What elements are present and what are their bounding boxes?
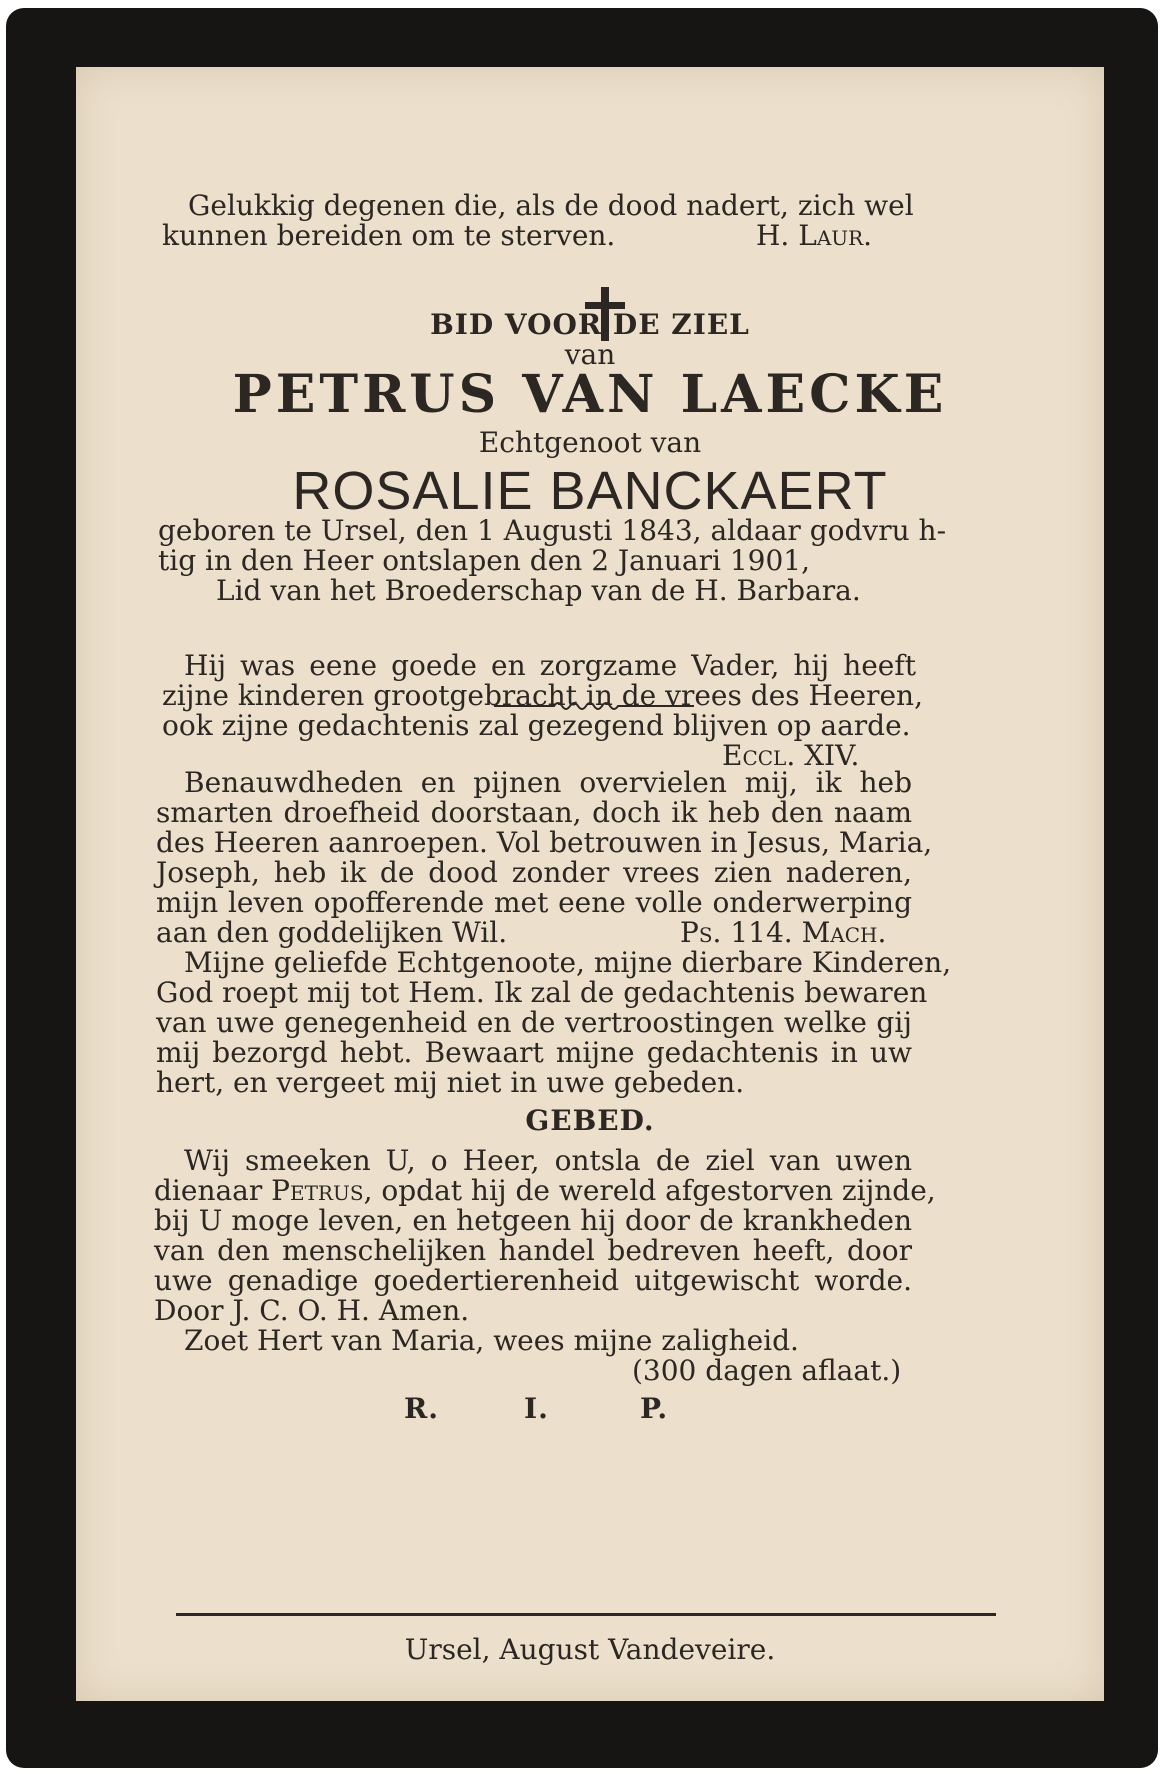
prayer-amen: Door J. C. O. H. Amen. — [154, 1294, 470, 1327]
mourning-card-border — [6, 8, 1158, 1768]
epigraph-line-1: Gelukkig degenen die, als de dood nadert, zich wel — [188, 189, 914, 222]
verse2-line: Benauwdheden en pijnen overvielen mij, ik heb — [184, 766, 912, 799]
verse2-source: Ps. 114. Mach. — [680, 916, 887, 949]
prayer-line: Wij smeeken U, o Heer, ontsla de ziel van uwen — [184, 1144, 912, 1177]
indulgence-note: (300 dagen aflaat.) — [632, 1354, 902, 1387]
verse2-line: mijn leven opofferende met eene volle onderwerping — [156, 886, 912, 919]
verse1-source: Eccl. XIV. — [722, 739, 860, 772]
printer-imprint: Ursel, August Vandeveire. — [404, 1633, 776, 1666]
bio-line-1: geboren te Ursel, den 1 Augusti 1843, aldaar godvru h- — [158, 514, 947, 547]
prayer-line: uwe genadige goedertierenheid uitgewischt worde. — [154, 1264, 912, 1297]
verse2-line: des Heeren aanroepen. Vol betrouwen in Jesus, Maria, — [156, 826, 933, 859]
verse2-line: aan den goddelijken Wil. — [156, 916, 508, 949]
prayer-title: GEBED. — [525, 1104, 655, 1137]
verse3-line: van uwe genegenheid en de vertroostingen welke gij — [156, 1006, 912, 1039]
prayer-card-paper — [76, 67, 1104, 1701]
verse1-line: Hij was eene goede en zorgzame Vader, hij heeft — [184, 649, 916, 682]
rip-i: I. — [524, 1392, 549, 1425]
prayer-line — [154, 1175, 936, 1207]
verse2-line: Joseph, heb ik de dood zonder vrees zien naderen, — [156, 856, 912, 889]
rip-r: R. — [404, 1392, 440, 1425]
prayer-line: bij U moge leven, en hetgeen hij door de krankheden — [154, 1204, 912, 1237]
verse3-line: hert, en vergeet mij niet in uwe gebeden. — [156, 1066, 745, 1099]
bio-line-2: tig in den Heer ontslapen den 2 Januari 1901, — [158, 544, 810, 577]
footer-rule — [176, 1613, 996, 1616]
spouse-name: ROSALIE BANCKAERT — [292, 461, 888, 521]
prayer-line: van den menschelijken handel bedreven heeft, door — [154, 1234, 912, 1267]
spouse-of-label: Echtgenoot van — [478, 426, 702, 459]
prayer-line-2-end: , opdat hij de wereld afgestorven zijnde, — [363, 1174, 936, 1207]
bio-line-3: Lid van het Broederschap van de H. Barbara. — [216, 574, 861, 607]
bid-voor-de-ziel: BID VOOR DE ZIEL — [430, 308, 750, 341]
epigraph-line-2: kunnen bereiden om te sterven. — [162, 219, 616, 252]
verse1-line: ook zijne gedachtenis zal gezegend blijven op aarde. — [162, 709, 911, 742]
deceased-name: PETRUS VAN LAECKE — [232, 364, 948, 425]
epigraph-source: H. Laur. — [756, 219, 873, 252]
verse3-line: God roept mij tot Hem. Ik zal de gedachtenis bewaren — [156, 976, 928, 1009]
verse1-line: zijne kinderen grootgebracht in de vrees des Heeren, — [162, 679, 923, 712]
verse2-line: smarten droefheid doorstaan, doch ik heb den naam — [156, 796, 912, 829]
rip-p: P. — [640, 1392, 669, 1425]
prayer-deceased-firstname: Petrus — [271, 1174, 364, 1207]
verse3-line: mij bezorgd hebt. Bewaart mijne gedachtenis in uw — [156, 1036, 912, 1069]
prayer-line-2-start: dienaar — [154, 1174, 272, 1207]
van-label: van — [564, 338, 616, 371]
prayer-zoet-hert: Zoet Hert van Maria, wees mijne zaligheid. — [184, 1324, 799, 1357]
verse3-line: Mijne geliefde Echtgenoote, mijne dierbare Kinderen, — [184, 946, 952, 979]
